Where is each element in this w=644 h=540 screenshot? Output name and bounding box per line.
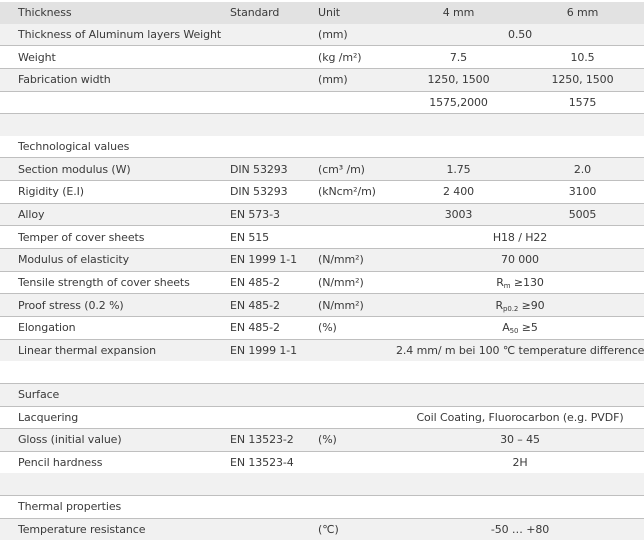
cell-value-6mm: 1575 <box>521 91 644 114</box>
cell-standard: EN 515 <box>226 226 314 249</box>
cell-property: Rigidity (E.I) <box>0 181 226 204</box>
cell-value-merged: 2H <box>396 451 644 473</box>
cell-value-6mm: 5005 <box>521 203 644 226</box>
value-subscript: p0.2 <box>503 304 519 313</box>
cell-value-merged: 0.50 <box>396 24 644 46</box>
cell-value-4mm: 3003 <box>396 203 521 226</box>
cell-standard: EN 13523-4 <box>226 451 314 473</box>
cell-property: Fabrication width <box>0 68 226 91</box>
cell-value-merged: 70 000 <box>396 249 644 272</box>
header-col-a: 4 mm <box>396 2 521 24</box>
cell-standard <box>226 496 314 519</box>
cell-unit: (N/mm²) <box>314 271 396 294</box>
cell-unit: (cm³ /m) <box>314 158 396 181</box>
cell-value-4mm: 1.75 <box>396 158 521 181</box>
cell-standard: DIN 53293 <box>226 158 314 181</box>
cell-value-6mm: 2.0 <box>521 158 644 181</box>
cell-property: Weight <box>0 46 226 69</box>
cell-unit <box>314 406 396 429</box>
value-symbol: A <box>502 321 510 335</box>
cell-value-4mm: 7.5 <box>396 46 521 69</box>
cell-property: Linear thermal expansion <box>0 339 226 361</box>
cell-standard <box>226 24 314 46</box>
cell-standard <box>226 46 314 69</box>
table-row <box>0 473 644 495</box>
table-row <box>0 339 644 361</box>
cell-unit <box>314 114 396 136</box>
cell-standard: DIN 53293 <box>226 181 314 204</box>
cell-value-4mm: 1250, 1500 <box>396 68 521 91</box>
table-row <box>0 203 644 226</box>
cell-property: Lacquering <box>0 406 226 429</box>
cell-standard: EN 485-2 <box>226 271 314 294</box>
cell-value-merged <box>396 316 644 339</box>
cell-property <box>0 91 226 114</box>
cell-property: Gloss (initial value) <box>0 429 226 452</box>
cell-property: Elongation <box>0 316 226 339</box>
cell-unit <box>314 226 396 249</box>
cell-value-merged: Coil Coating, Fluorocarbon (e.g. PVDF) <box>396 406 644 429</box>
cell-property <box>0 361 226 383</box>
cell-value-4mm: 1575,2000 <box>396 91 521 114</box>
cell-standard: EN 485-2 <box>226 316 314 339</box>
value-text: ≥130 <box>510 276 544 289</box>
cell-unit <box>314 91 396 114</box>
cell-property: Tensile strength of cover sheets <box>0 271 226 294</box>
cell-unit <box>314 451 396 473</box>
cell-standard <box>226 136 314 158</box>
cell-property <box>0 114 226 136</box>
cell-unit: (%) <box>314 316 396 339</box>
cell-value-6mm: 3100 <box>521 181 644 204</box>
cell-unit: (N/mm²) <box>314 249 396 272</box>
cell-value-4mm <box>396 496 521 519</box>
cell-property: Thermal properties <box>0 496 226 519</box>
table-row <box>0 136 644 158</box>
cell-standard: EN 1999 1-1 <box>226 249 314 272</box>
cell-standard: EN 573-3 <box>226 203 314 226</box>
cell-standard <box>226 383 314 406</box>
table-row <box>0 24 644 46</box>
cell-standard: EN 485-2 <box>226 294 314 317</box>
value-subscript: 50 <box>509 327 519 336</box>
cell-unit: (kg /m²) <box>314 46 396 69</box>
table-row <box>0 226 644 249</box>
cell-unit <box>314 339 396 361</box>
header-col-b: 6 mm <box>521 2 644 24</box>
cell-value-6mm: 10.5 <box>521 46 644 69</box>
table-row <box>0 294 644 317</box>
cell-property: Pencil hardness <box>0 451 226 473</box>
table-row <box>0 451 644 473</box>
cell-property <box>0 473 226 495</box>
cell-standard <box>226 68 314 91</box>
cell-property: Alloy <box>0 203 226 226</box>
table-row <box>0 383 644 406</box>
cell-property: Technological values <box>0 136 226 158</box>
cell-property: Section modulus (W) <box>0 158 226 181</box>
table-row <box>0 249 644 272</box>
value-symbol: R <box>495 298 504 312</box>
cell-value-6mm <box>521 361 644 383</box>
table-row <box>0 114 644 136</box>
cell-unit <box>314 361 396 383</box>
cell-value-merged: 2.4 mm/ m bei 100 ℃ temperature difference <box>396 339 644 361</box>
cell-unit <box>314 496 396 519</box>
cell-property: Thickness of Aluminum layers Weight <box>0 24 226 46</box>
cell-value-6mm <box>521 383 644 406</box>
cell-property: Proof stress (0.2 %) <box>0 294 226 317</box>
value-symbol: R <box>496 276 504 289</box>
table-row <box>0 68 644 91</box>
cell-unit <box>314 136 396 158</box>
cell-value-merged: H18 / H22 <box>396 226 644 249</box>
table-row <box>0 429 644 452</box>
table-row <box>0 158 644 181</box>
cell-value-6mm <box>521 114 644 136</box>
cell-value-merged: 30 – 45 <box>396 429 644 452</box>
cell-unit: (%) <box>314 429 396 452</box>
cell-standard: EN 1999 1-1 <box>226 339 314 361</box>
cell-standard <box>226 91 314 114</box>
table-row <box>0 496 644 519</box>
cell-value-merged <box>396 294 644 317</box>
cell-unit: (℃) <box>314 518 396 540</box>
cell-value-6mm <box>521 473 644 495</box>
table-row <box>0 91 644 114</box>
header-unit: Unit <box>314 2 396 24</box>
header-property: Thickness <box>0 2 226 24</box>
header-standard: Standard <box>226 2 314 24</box>
cell-value-6mm <box>521 496 644 519</box>
cell-unit <box>314 383 396 406</box>
table-row <box>0 406 644 429</box>
cell-value-4mm <box>396 383 521 406</box>
spec-table <box>0 2 644 540</box>
cell-unit: (kNcm²/m) <box>314 181 396 204</box>
cell-standard <box>226 361 314 383</box>
cell-standard: EN 13523-2 <box>226 429 314 452</box>
table-row <box>0 181 644 204</box>
cell-unit <box>314 473 396 495</box>
cell-value-4mm: 2 400 <box>396 181 521 204</box>
cell-property: Modulus of elasticity <box>0 249 226 272</box>
table-row <box>0 46 644 69</box>
cell-unit <box>314 203 396 226</box>
value-text: ≥90 <box>518 298 545 312</box>
table-row <box>0 361 644 383</box>
cell-value-4mm <box>396 473 521 495</box>
cell-unit: (mm) <box>314 68 396 91</box>
cell-unit: (N/mm²) <box>314 294 396 317</box>
cell-value-merged: -50 … +80 <box>396 518 644 540</box>
table-row <box>0 316 644 339</box>
cell-value-4mm <box>396 114 521 136</box>
cell-property: Surface <box>0 383 226 406</box>
cell-value-4mm <box>396 136 521 158</box>
cell-value-6mm: 1250, 1500 <box>521 68 644 91</box>
value-text: ≥5 <box>518 321 538 335</box>
table-row <box>0 271 644 294</box>
header-row <box>0 2 644 24</box>
cell-standard <box>226 114 314 136</box>
cell-unit: (mm) <box>314 24 396 46</box>
cell-standard <box>226 406 314 429</box>
cell-property: Temperature resistance <box>0 518 226 540</box>
cell-standard <box>226 473 314 495</box>
value-subscript: m <box>503 282 511 290</box>
cell-property: Temper of cover sheets <box>0 226 226 249</box>
cell-value-merged <box>396 271 644 294</box>
cell-value-6mm <box>521 136 644 158</box>
cell-value-4mm <box>396 361 521 383</box>
